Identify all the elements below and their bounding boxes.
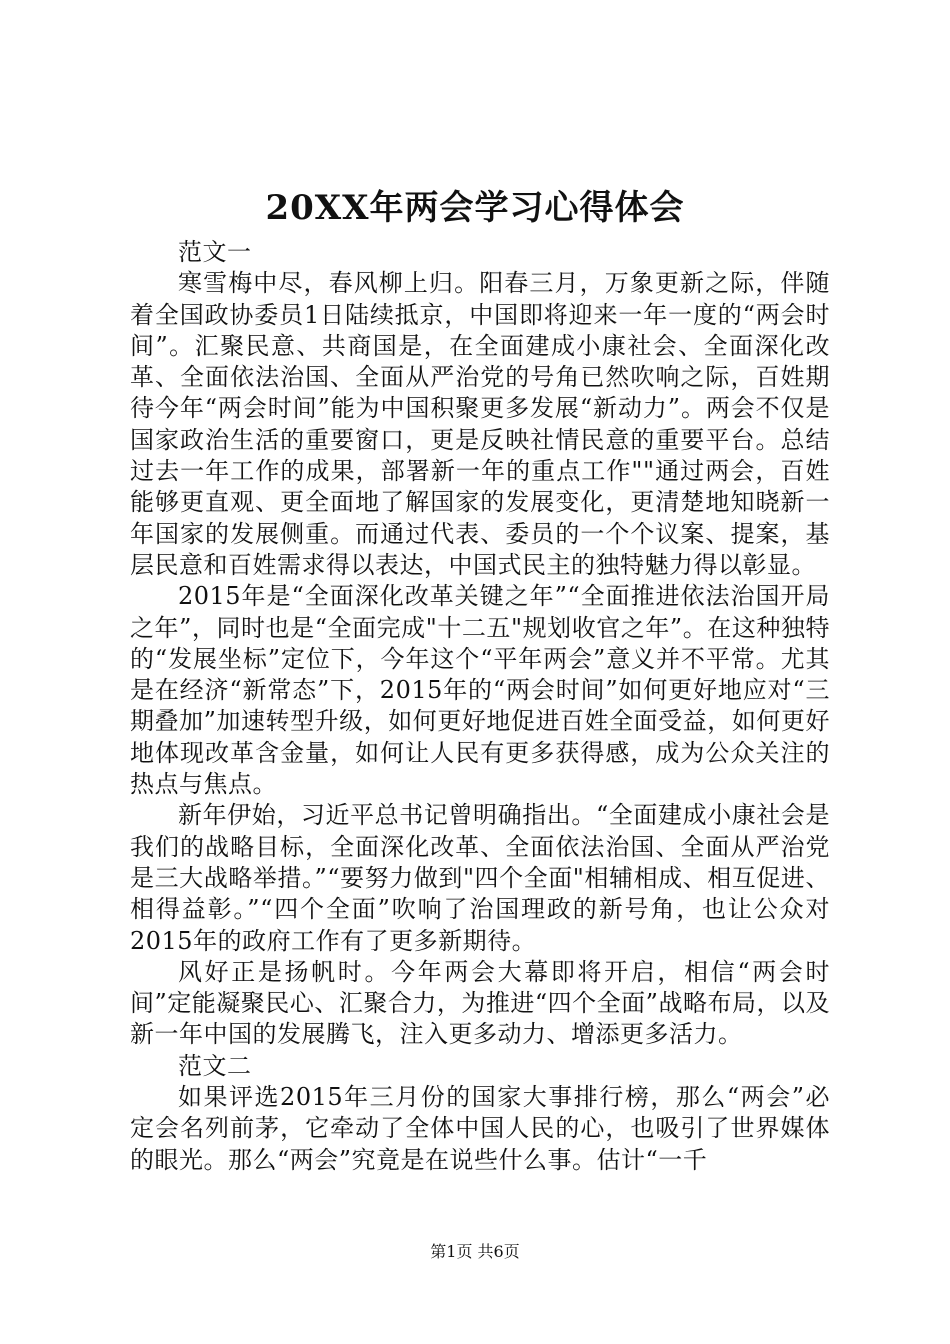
body-paragraph: 风好正是扬帆时。今年两会大幕即将开启，相信“两会时间”定能凝聚民心、汇聚合力，为推进“四个全面”战略布局，以及新一年中国的发展腾飞，注入更多动力、增添更多活力。: [130, 957, 830, 1049]
body-paragraph: 如果评选2015年三月份的国家大事排行榜，那么“两会”必定会名列前茅，它牵动了全体中国人民的心，也吸引了世界媒体的眼光。那么“两会”究竟是在说些什么事。估计“一千: [130, 1083, 830, 1174]
section-heading-2: 范文二: [178, 1051, 252, 1080]
body-paragraph: 2015年是“全面深化改革关键之年”“全面推进依法治国开局之年”，同时也是“全面完成"十二五"规划收官之年”。在这种独特的“发展坐标”定位下，今年这个“平年两会”意义并不平常。尤其是在经济“新常态”下，2015年的“两会时间”如何更好地应对“三期叠加”加速转型升级，如何更好地促进百姓全面受益，如何更好地体现改革含金量，如何让人民有更多获得感，成为公众关注的热点与焦点。: [130, 582, 830, 799]
document-title: 20XX年两会学习心得体会: [265, 188, 685, 228]
body-paragraph: 新年伊始，习近平总书记曾明确指出。“全面建成小康社会是我们的战略目标，全面深化改革、全面依法治国、全面从严治党是三大战略举措。”“要努力做到"四个全面"相辅相成、相互促进、相得益彰。”“四个全面”吹响了治国理政的新号角，也让公众对2015年的政府工作有了更多新期待。: [130, 801, 830, 955]
document-body: [130, 237, 830, 1176]
section-heading-1: 范文一: [178, 238, 252, 266]
page-number-footer: 第1页 共6页: [430, 1242, 520, 1261]
body-paragraph: 寒雪梅中尽，春风柳上归。阳春三月，万象更新之际，伴随着全国政协委员1日陆续抵京，中国即将迎来一年一度的“两会时间”。汇聚民意、共商国是，在全面建成小康社会、全面深化改革、全面依法治国、全面从严治党的号角已然吹响之际，百姓期待今年“两会时间”能为中国积聚更多发展“新动力”。两会不仅是国家政治生活的重要窗口，更是反映社情民意的重要平台。总结过去一年工作的成果，部署新一年的重点工作""通过两会，百姓能够更直观、更全面地了解国家的发展变化，更清楚地知晓新一年国家的发展侧重。而通过代表、委员的一个个议案、提案，基层民意和百姓需求得以表达，中国式民主的独特魅力得以彰显。: [130, 269, 830, 579]
